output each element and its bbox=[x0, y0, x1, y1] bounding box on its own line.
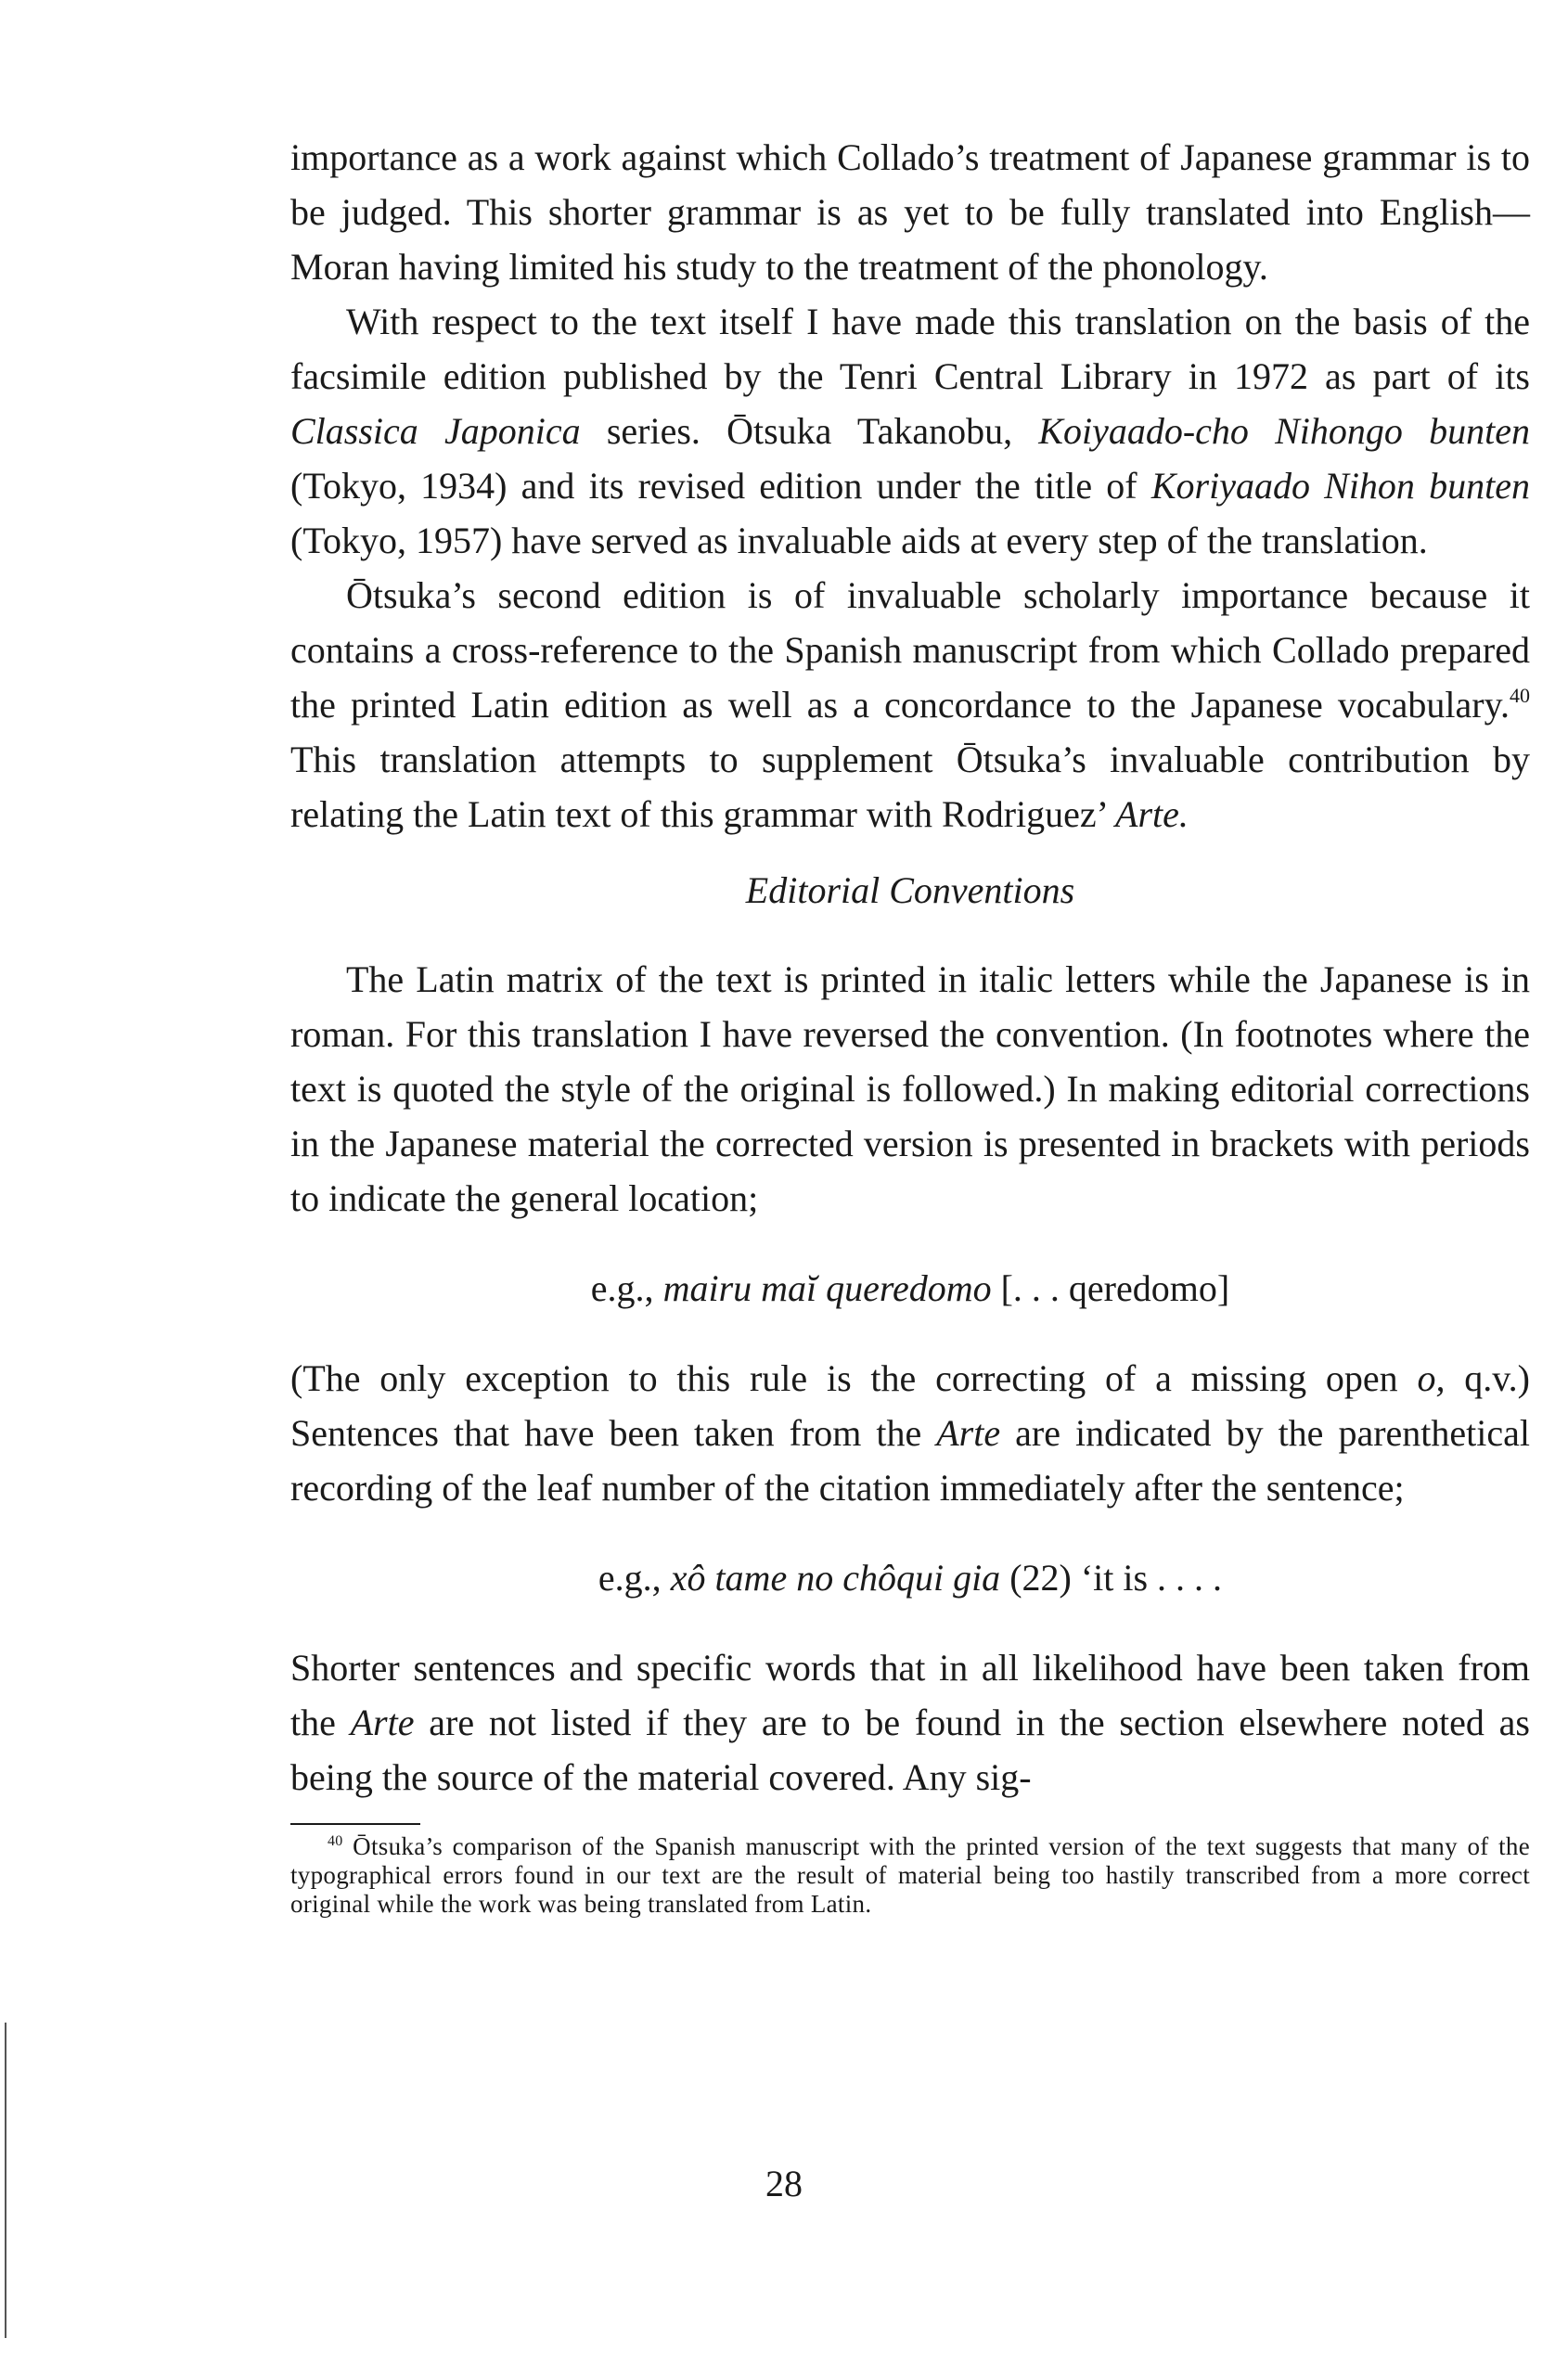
scan-edge-line bbox=[5, 2023, 6, 2338]
paragraph-3-text-b: This translation attempts to supplement Ōtsuka’s invaluable contribution by relating the Latin text of this grammar with Rodriguez’ bbox=[290, 739, 1530, 835]
page-number: 28 bbox=[765, 2163, 803, 2204]
example-1-prefix: e.g., bbox=[590, 1267, 663, 1309]
paragraph-6-text-c: are not listed if they are to be found in the section elsewhere noted as being the source of the material covered. Any sig- bbox=[290, 1702, 1530, 1798]
footnote-number: 40 bbox=[328, 1833, 343, 1849]
footnote-text: Ōtsuka’s comparison of the Spanish manuscript with the printed version of the text suggests that many of the typographical errors found in our text are the result of material being too hastily transcribed from a more correct original while the work was being translated from Latin. bbox=[290, 1832, 1530, 1918]
title-koriyaado-nihon-bunten: Koriyaado Nihon bunten bbox=[1150, 465, 1530, 507]
paragraph-1 bbox=[290, 130, 1530, 294]
paragraph-6-arte: Arte bbox=[350, 1702, 415, 1743]
example-1 bbox=[290, 1261, 1530, 1316]
title-arte: Arte. bbox=[1115, 793, 1189, 835]
paragraph-5-text-a: (The only exception to this rule is the correcting of a missing open bbox=[290, 1357, 1418, 1399]
footnote-ref-40: 40 bbox=[1510, 684, 1530, 707]
footnote-divider bbox=[290, 1823, 420, 1825]
title-koiyaado-cho: Koiyaado-cho Nihongo bunten bbox=[1038, 410, 1530, 452]
section-heading: Editorial Conventions bbox=[745, 869, 1075, 911]
title-classica-japonica: Classica Japonica bbox=[290, 410, 581, 452]
paragraph-3 bbox=[290, 568, 1530, 842]
example-2-gloss: (22) ‘it is . . . . bbox=[1000, 1557, 1223, 1599]
paragraph-5-arte: Arte bbox=[936, 1412, 1001, 1454]
paragraph-5-text-e: are indicated by the parenthetical recording of the leaf number of the citation immediately after the sentence; bbox=[290, 1412, 1530, 1509]
paragraph-2-text-a: With respect to the text itself I have made this translation on the basis of the facsimile edition published by the Tenri Central Library in 1972 as part of its bbox=[290, 301, 1530, 397]
example-1-latin: mairu maĭ queredomo bbox=[662, 1267, 992, 1309]
paragraph-5-italic-o: o, bbox=[1417, 1357, 1446, 1399]
paragraph-6 bbox=[290, 1640, 1530, 1805]
paragraph-2-text-e: (Tokyo, 1934) and its revised edition under the title of bbox=[290, 465, 1151, 507]
footnote-40 bbox=[290, 1832, 1530, 1919]
paragraph-2-text-g: (Tokyo, 1957) have served as invaluable aids at every step of the translation. bbox=[290, 520, 1428, 561]
paragraph-2 bbox=[290, 294, 1530, 568]
example-2-latin: xô tame no chôqui gia bbox=[670, 1557, 1001, 1599]
paragraph-5 bbox=[290, 1351, 1530, 1515]
paragraph-5-text-c: q.v.) Sentences that have been taken from the bbox=[290, 1357, 1530, 1454]
example-2 bbox=[290, 1550, 1530, 1605]
example-1-correction: [. . . qeredomo] bbox=[991, 1267, 1230, 1309]
paragraph-4 bbox=[290, 952, 1530, 1226]
paragraph-3-text-a: Ōtsuka’s second edition is of invaluable scholarly importance because it contains a cross-reference to the Spanish manuscript from which Collado prepared the printed Latin edition as well as a concordance to the Japanese vocabulary. bbox=[290, 574, 1530, 726]
paragraph-2-text-c: series. Ōtsuka Takanobu, bbox=[580, 410, 1039, 452]
paragraph-4-text: The Latin matrix of the text is printed in italic letters while the Japanese is in roman. For this translation I have reversed the convention. (In footnotes where the text is quoted the style of the original is followed.) In making editorial corrections in the Japanese material the corrected version is presented in brackets with periods to indicate the general location; bbox=[290, 958, 1530, 1219]
paragraph-1-text: importance as a work against which Collado’s treatment of Japanese grammar is to be judged. This shorter grammar is as yet to be fully translated into English—Moran having limited his study to the treatment of the phonology. bbox=[290, 136, 1530, 288]
page-body bbox=[290, 130, 1530, 1919]
paragraph-6-text-a: Shorter sentences and specific words that in all likelihood have been taken from the bbox=[290, 1647, 1530, 1743]
example-2-prefix: e.g., bbox=[598, 1557, 671, 1599]
